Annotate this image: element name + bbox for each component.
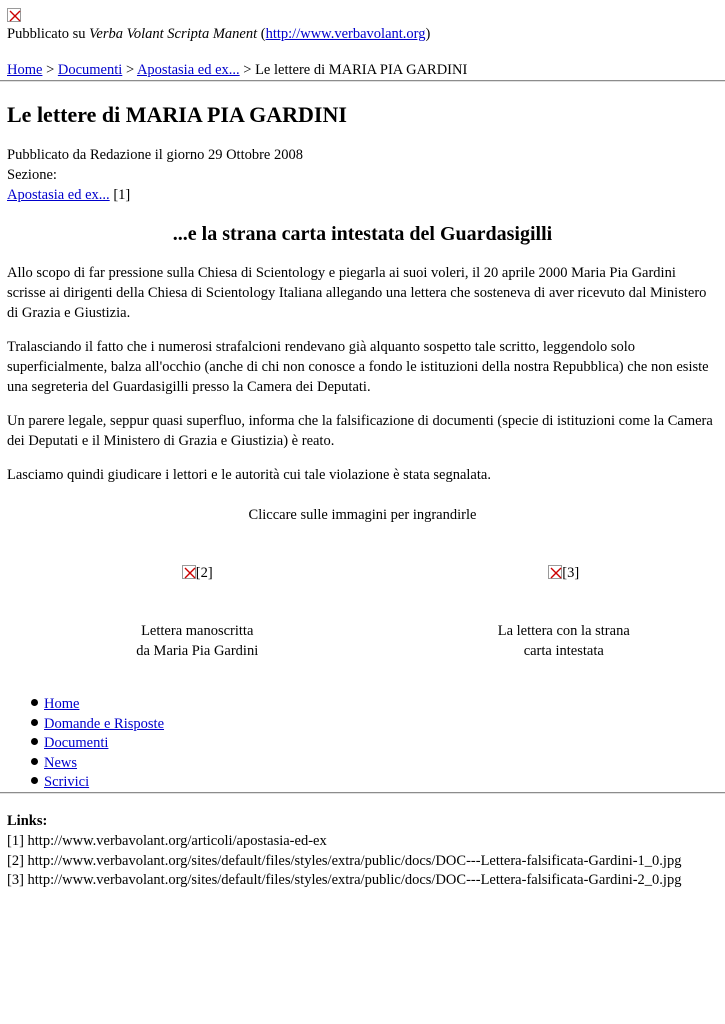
site-url-link[interactable]: http://www.verbavolant.org [265, 26, 426, 42]
paragraph: Lasciamo quindi giudicare i lettori e le autorità cui tale violazione è stata segnalata. [7, 467, 491, 483]
image-captions [7, 621, 718, 661]
menu-item-scrivici [44, 772, 718, 792]
breadcrumb-home[interactable]: Home [7, 62, 43, 78]
menu-link-scrivici[interactable]: Scrivici [44, 774, 90, 791]
menu-link-documenti[interactable]: Documenti [44, 735, 109, 752]
byline: Pubblicato da Redazione il giorno 29 Ottobre 2008 [7, 147, 303, 163]
caption-line: La lettera con la strana [497, 623, 630, 639]
published-on-line [7, 24, 718, 44]
published-prefix: Pubblicato su [7, 26, 90, 42]
url-close-paren: ) [425, 26, 431, 42]
caption-line: da Maria Pia Gardini [136, 643, 259, 659]
image-row [7, 563, 718, 583]
breadcrumb-separator: > [42, 62, 58, 78]
menu-link-news[interactable]: News [44, 754, 78, 771]
section-label: Sezione: [7, 167, 57, 183]
site-name: Verba Volant Scripta Manent [89, 26, 258, 42]
breadcrumb-separator: > [239, 62, 256, 78]
menu-link-faq[interactable]: Domande e Risposte [44, 715, 165, 732]
breadcrumb [7, 60, 718, 80]
section-link[interactable]: Apostasia ed ex... [7, 187, 110, 203]
image-link-1[interactable] [7, 563, 352, 583]
article-meta [7, 145, 718, 205]
site-menu [7, 694, 718, 792]
logo [7, 0, 718, 24]
url-open-paren: ( [257, 26, 266, 42]
link-reference: [1] http://www.verbavolant.org/articoli/apostasia-ed-ex [7, 832, 327, 849]
image-ref: [3] [562, 565, 580, 581]
menu-link-home[interactable]: Home [44, 696, 80, 712]
broken-image-icon[interactable] [548, 565, 562, 579]
link-reference: [2] http://www.verbavolant.org/sites/default/files/styles/extra/public/docs/DOC---Lettera-falsificata-Gardini-1_0.jpg [7, 852, 682, 869]
section-row [7, 185, 718, 205]
paragraph: Tralasciando il fatto che i numerosi strafalcioni rendevano già alquanto sospetto tale scritto, leggendolo solo superficialmente, balza all'occhio (anche di chi non conosce a fondo le istituzioni della nostra Repubblica) che non esiste una segreteria del Guardasigilli presso la Camera dei Deputati. [7, 339, 709, 395]
menu-item-faq [44, 714, 718, 734]
caption-line: Lettera manoscritta [141, 623, 254, 639]
click-note: Cliccare sulle immagini per ingrandirle [248, 507, 477, 523]
breadcrumb-separator: > [122, 62, 137, 78]
paragraph: Un parere legale, seppur quasi superfluo, informa che la falsificazione di documenti (specie di istituzioni come la Camera dei Deputati e il Ministero di Grazia e Giustizia) è reato. [7, 413, 713, 449]
page-title: Le lettere di MARIA PIA GARDINI [7, 102, 347, 127]
links-section [7, 811, 718, 890]
menu-item-documenti [44, 733, 718, 753]
broken-image-icon[interactable] [182, 565, 196, 579]
image-caption-1 [7, 621, 352, 661]
breadcrumb-apostasia[interactable]: Apostasia ed ex... [136, 62, 240, 78]
article-body [7, 263, 718, 485]
image-caption-2 [352, 621, 719, 661]
bottom-divider [0, 792, 725, 794]
breadcrumb-documenti[interactable]: Documenti [57, 62, 123, 78]
page [0, 0, 725, 80]
broken-image-icon [7, 8, 21, 22]
image-link-2[interactable] [352, 563, 719, 583]
article-subtitle: ...e la strana carta intestata del Guardasigilli [172, 223, 553, 245]
menu-item-home [44, 694, 718, 714]
breadcrumb-current: Le lettere di MARIA PIA GARDINI [255, 62, 468, 78]
section-ref: [1] [109, 187, 131, 203]
caption-line: carta intestata [523, 643, 604, 659]
paragraph: Allo scopo di far pressione sulla Chiesa di Scientology e piegarla ai suoi voleri, il 20 aprile 2000 Maria Pia Gardini scrisse ai dirigenti della Chiesa di Scientology Italiana allegando una lettera che sosteneva di aver ricevuto dal Ministero di Grazia e Giustizia. [7, 265, 707, 321]
top-divider [0, 80, 725, 82]
image-ref: [2] [195, 565, 213, 581]
links-heading: Links: [7, 812, 48, 829]
link-reference: [3] http://www.verbavolant.org/sites/default/files/styles/extra/public/docs/DOC---Lettera-falsificata-Gardini-2_0.jpg [7, 872, 682, 889]
menu-item-news [44, 753, 718, 773]
